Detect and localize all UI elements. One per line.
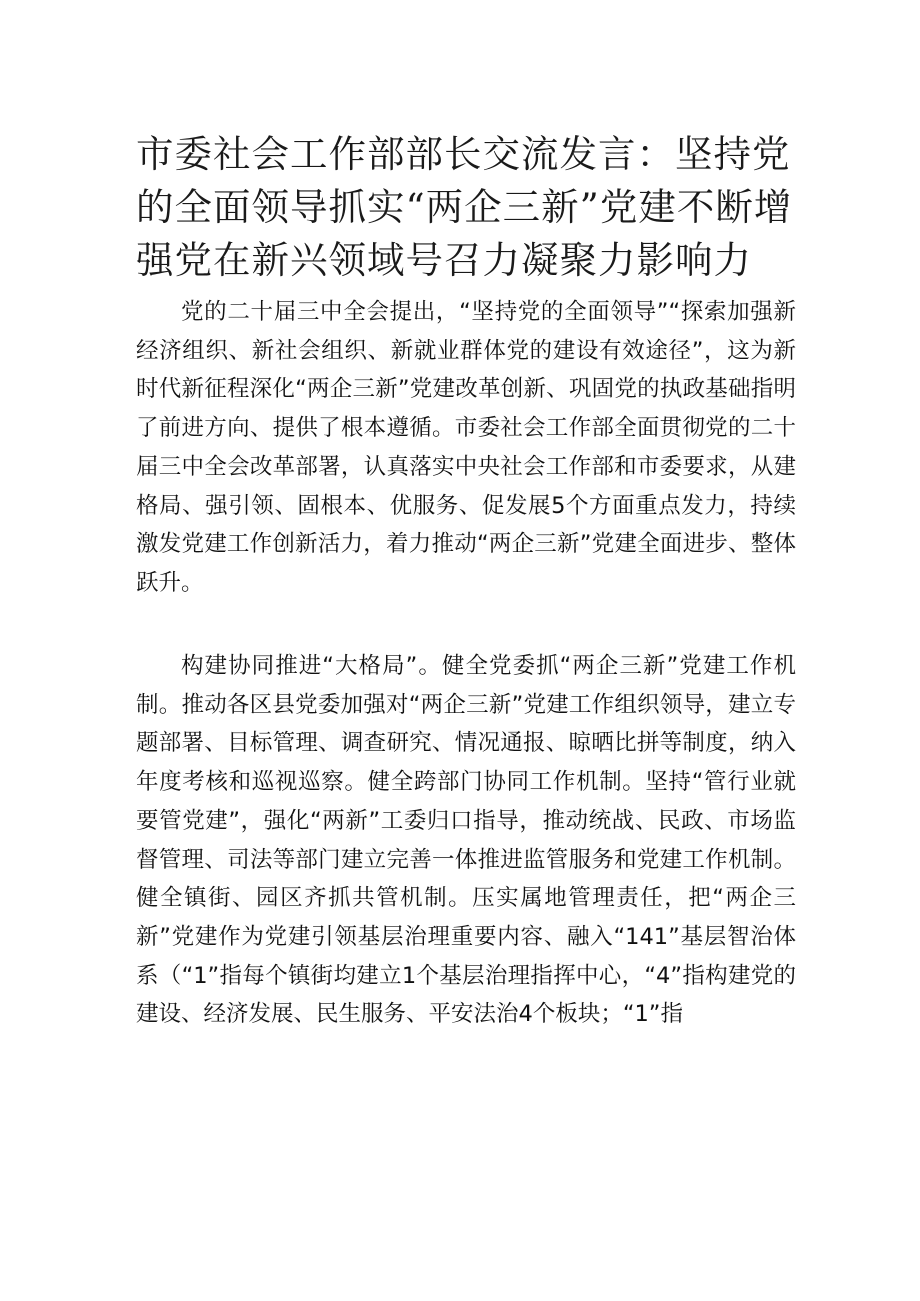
document-title: 市委社会工作部部长交流发言：坚持党的全面领导抓实“两企三新”党建不断增强党在新兴领域号召力凝聚力影响力	[136, 132, 793, 282]
body-paragraph-1: 党的二十届三中全会提出，“坚持党的全面领导”“探索加强新经济组织、新社会组织、新就业群体党的建设有效途径”，这为新时代新征程深化“两企三新”党建改革创新、巩固党的执政基础指明了前进方向、提供了根本遵循。市委社会工作部全面贯彻党的二十届三中全会改革部署，认真落实中央社会工作部和市委要求，从建格局、强引领、固根本、优服务、促发展5个方面重点发力，持续激发党建工作创新活力，着力推动“两企三新”党建全面进步、整体跃升。	[136, 299, 796, 596]
body-paragraph-2: 构建协同推进“大格局”。健全党委抓“两企三新”党建工作机制。推动各区县党委加强对“两企三新”党建工作组织领导，建立专题部署、目标管理、调查研究、情况通报、晾晒比拼等制度，纳入年度考核和巡视巡察。健全跨部门协同工作机制。坚持“管行业就要管党建”，强化“两新”工委归口指导，推动统战、民政、市场监督管理、司法等部门建立完善一体推进监管服务和党建工作机制。健全镇街、园区齐抓共管机制。压实属地管理责任，把“两企三新”党建作为党建引领基层治理重要内容、融入“141”基层智治体系（“1”指每个镇街均建立1个基层治理指挥中心，“4”指构建党的建设、经济发展、民生服务、平安法治4个板块；“1”指	[136, 653, 796, 1028]
